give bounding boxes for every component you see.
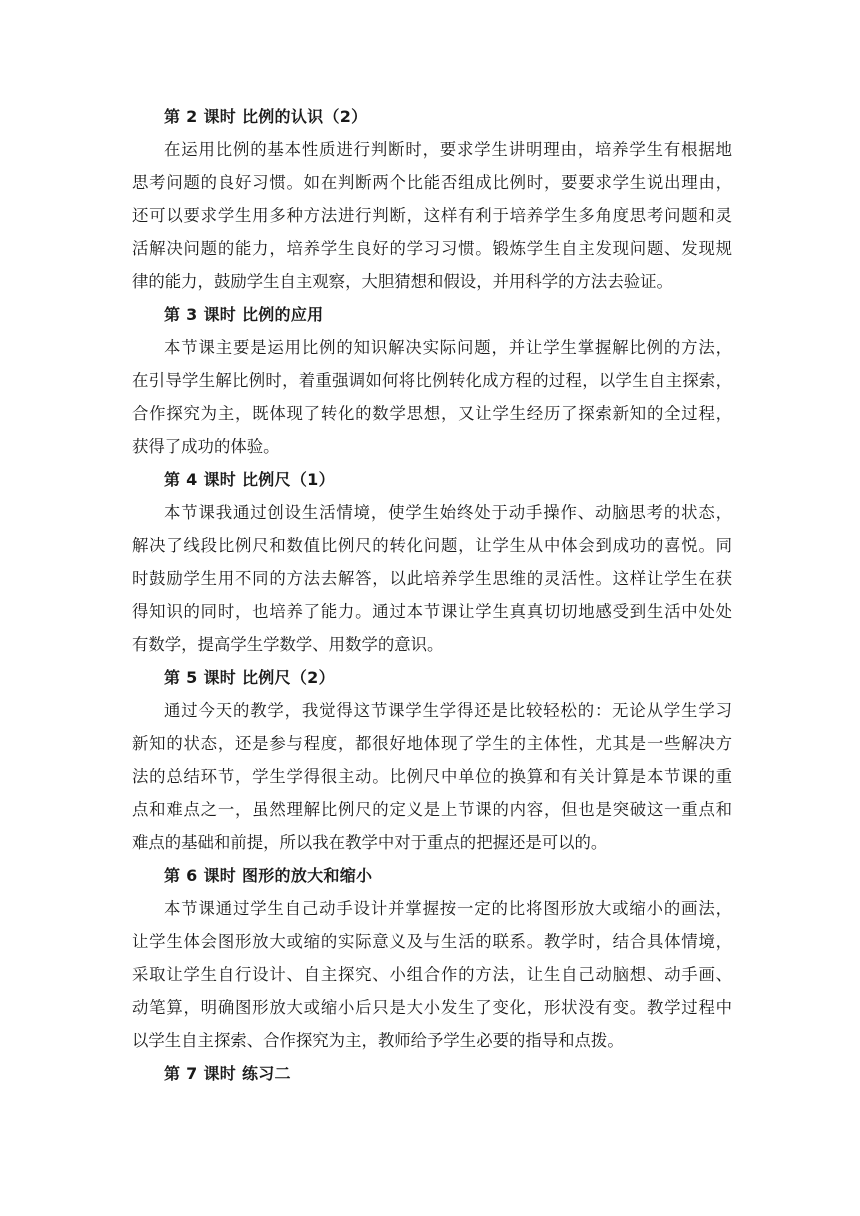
section-heading: 第 7 课时 练习二 [164, 1064, 291, 1083]
section-paragraph [132, 496, 732, 661]
paragraph-line: 思考问题的良好习惯。如在判断两个比能否组成比例时，要要求学生说出理由， [132, 173, 732, 192]
section-heading: 第 6 课时 图形的放大和缩小 [164, 866, 373, 885]
paragraph-line: 解决了线段比例尺和数值比例尺的转化问题，让学生从中体会到成功的喜悦。同 [132, 536, 732, 555]
section-paragraph [132, 133, 732, 298]
paragraph-line: 本节课通过学生自己动手设计并掌握按一定的比将图形放大或缩小的画法， [164, 899, 732, 918]
paragraph-line: 得知识的同时，也培养了能力。通过本节课让学生真真切切地感受到生活中处处 [132, 602, 732, 621]
paragraph-line: 活解决问题的能力，培养学生良好的学习习惯。锻炼学生自主发现问题、发现规 [132, 239, 732, 258]
paragraph-line: 法的总结环节，学生学得很主动。比例尺中单位的换算和有关计算是本节课的重 [132, 767, 732, 786]
paragraph-line: 获得了成功的体验。 [132, 437, 280, 456]
paragraph-line: 动笔算，明确图形放大或缩小后只是大小发生了变化，形状没有变。教学过程中 [132, 998, 732, 1017]
paragraph-line: 有数学，提高学生学数学、用数学的意识。 [132, 635, 444, 654]
document-body [132, 100, 732, 1090]
section-heading: 第 3 课时 比例的应用 [164, 305, 324, 324]
paragraph-line: 本节课主要是运用比例的知识解决实际问题，并让学生掌握解比例的方法， [164, 338, 732, 357]
paragraph-line: 在引导学生解比例时，着重强调如何将比例转化成方程的过程，以学生自主探索， [132, 371, 732, 390]
section-heading: 第 5 课时 比例尺（2） [164, 668, 335, 687]
section-lesson-2 [132, 100, 732, 298]
section-paragraph [132, 331, 732, 463]
section-paragraph [132, 694, 732, 859]
paragraph-line: 合作探究为主，既体现了转化的数学思想，又让学生经历了探索新知的全过程， [132, 404, 732, 423]
paragraph-line: 难点的基础和前提，所以我在教学中对于重点的把握还是可以的。 [132, 833, 608, 852]
paragraph-line: 通过今天的教学，我觉得这节课学生学得还是比较轻松的：无论从学生学习 [164, 701, 732, 720]
section-lesson-3 [132, 298, 732, 463]
section-lesson-6 [132, 859, 732, 1057]
paragraph-line: 在运用比例的基本性质进行判断时，要求学生讲明理由，培养学生有根据地 [164, 140, 732, 159]
section-heading: 第 4 课时 比例尺（1） [164, 470, 335, 489]
section-lesson-7 [132, 1057, 732, 1090]
paragraph-line: 以学生自主探索、合作探究为主，教师给予学生必要的指导和点拨。 [132, 1031, 624, 1050]
paragraph-line: 律的能力，鼓励学生自主观察，大胆猜想和假设，并用科学的方法去验证。 [132, 272, 673, 291]
section-lesson-4 [132, 463, 732, 661]
paragraph-line: 点和难点之一，虽然理解比例尺的定义是上节课的内容，但也是突破这一重点和 [132, 800, 732, 819]
paragraph-line: 本节课我通过创设生活情境，使学生始终处于动手操作、动脑思考的状态， [164, 503, 732, 522]
section-lesson-5 [132, 661, 732, 859]
section-paragraph [132, 892, 732, 1057]
paragraph-line: 让学生体会图形放大或缩的实际意义及与生活的联系。教学时，结合具体情境， [132, 932, 732, 951]
paragraph-line: 还可以要求学生用多种方法进行判断，这样有利于培养学生多角度思考问题和灵 [132, 206, 732, 225]
paragraph-line: 新知的状态，还是参与程度，都很好地体现了学生的主体性，尤其是一些解决方 [132, 734, 732, 753]
section-heading: 第 2 课时 比例的认识（2） [164, 107, 368, 126]
paragraph-line: 采取让学生自行设计、自主探究、小组合作的方法，让生自己动脑想、动手画、 [132, 965, 732, 984]
paragraph-line: 时鼓励学生用不同的方法去解答，以此培养学生思维的灵活性。这样让学生在获 [132, 569, 732, 588]
